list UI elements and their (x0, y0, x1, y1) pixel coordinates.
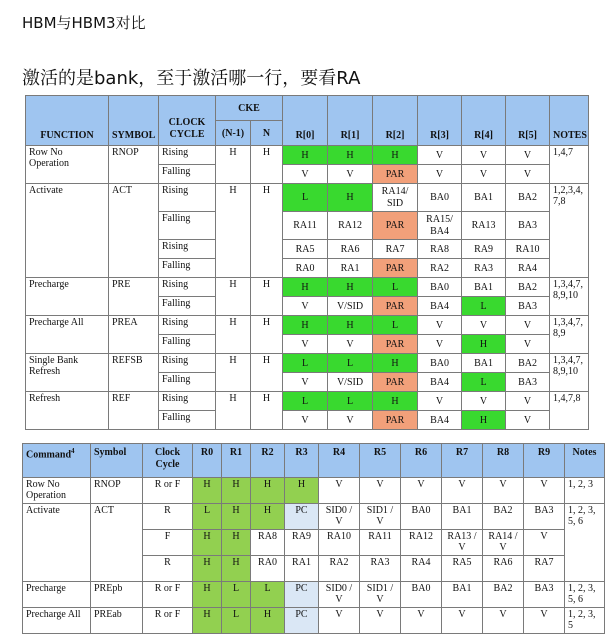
signal-cell-r1: H (328, 146, 373, 165)
signal-cell-r3: H (285, 478, 319, 504)
col-header-r3: R[3] (418, 96, 462, 146)
clock-cycle-cell: Rising (159, 184, 216, 212)
notes-cell: 1,3,4,7, 8,9,10 (550, 354, 589, 392)
signal-cell-r4: RA3 (462, 259, 506, 278)
signal-cell-r3: V (418, 316, 462, 335)
signal-cell-r8: RA14 / V (483, 530, 524, 556)
col-header-r4: R4 (319, 444, 360, 478)
clock-cycle-cell: F (143, 530, 193, 556)
signal-cell-r0: H (193, 478, 222, 504)
signal-cell-r5: V (360, 608, 401, 634)
symbol-cell: PREA (109, 316, 159, 354)
signal-cell-r3: V (418, 335, 462, 354)
clock-cycle-cell: R or F (143, 582, 193, 608)
signal-cell-r1: V (328, 165, 373, 184)
signal-cell-r0: L (283, 392, 328, 411)
cke-n1-cell: H (216, 354, 251, 392)
signal-cell-r6: RA12 (401, 530, 442, 556)
signal-cell-r5: BA2 (506, 278, 550, 297)
signal-cell-r1: H (222, 478, 251, 504)
signal-cell-r3: RA15/ BA4 (418, 212, 462, 240)
signal-cell-r1: H (222, 530, 251, 556)
clock-cycle-cell: Rising (159, 146, 216, 165)
signal-cell-r6: RA4 (401, 556, 442, 582)
function-cell: Precharge All (26, 316, 109, 354)
signal-cell-r5: RA4 (506, 259, 550, 278)
symbol-cell: ACT (109, 184, 159, 278)
col-header-clock-cycle: Clock Cycle (143, 444, 193, 478)
clock-cycle-cell: Rising (159, 278, 216, 297)
signal-cell-r3: RA8 (418, 240, 462, 259)
notes-cell: 1,2,3,4, 7,8 (550, 184, 589, 278)
signal-cell-r0: H (283, 146, 328, 165)
signal-cell-r5: RA10 (506, 240, 550, 259)
signal-cell-r0: L (193, 504, 222, 530)
function-cell: Row No Operation (26, 146, 109, 184)
signal-cell-r8: V (483, 478, 524, 504)
signal-cell-r1: V/SID (328, 297, 373, 316)
signal-cell-r2: PAR (373, 297, 418, 316)
signal-cell-r1: H (222, 504, 251, 530)
signal-cell-r4: SID0 / V (319, 582, 360, 608)
signal-cell-r2: L (373, 316, 418, 335)
cke-n-cell: H (251, 278, 283, 316)
clock-cycle-cell: Falling (159, 335, 216, 354)
signal-cell-r3: BA0 (418, 278, 462, 297)
signal-cell-r2: PAR (373, 335, 418, 354)
signal-cell-r5: BA3 (506, 212, 550, 240)
command-cell: Precharge (23, 582, 91, 608)
signal-cell-r5: SID1 / V (360, 504, 401, 530)
signal-cell-r5: BA3 (506, 373, 550, 392)
col-header-r3: R3 (285, 444, 319, 478)
signal-cell-r2: RA0 (251, 556, 285, 582)
signal-cell-r7: BA1 (442, 582, 483, 608)
signal-cell-r9: RA7 (524, 556, 565, 582)
command-cell: Precharge All (23, 608, 91, 634)
signal-cell-r3: RA2 (418, 259, 462, 278)
signal-cell-r6: V (401, 478, 442, 504)
signal-cell-r5: V (506, 392, 550, 411)
col-header-r0: R0 (193, 444, 222, 478)
table-row (26, 184, 589, 212)
col-header-clock-cycle: CLOCK CYCLE (159, 96, 216, 146)
signal-cell-r1: H (328, 278, 373, 297)
signal-cell-r0: V (283, 335, 328, 354)
table-row (26, 392, 589, 411)
signal-cell-r1: V (328, 411, 373, 430)
signal-cell-r4: H (462, 335, 506, 354)
col-header-notes: Notes (565, 444, 605, 478)
signal-cell-r0: V (283, 373, 328, 392)
signal-cell-r9: V (524, 478, 565, 504)
signal-cell-r4: L (462, 297, 506, 316)
symbol-cell: PREab (91, 608, 143, 634)
signal-cell-r4: BA1 (462, 354, 506, 373)
col-header-r5: R5 (360, 444, 401, 478)
clock-cycle-cell: Rising (159, 392, 216, 411)
signal-cell-r3: BA4 (418, 411, 462, 430)
cke-n1-cell: H (216, 392, 251, 430)
col-header-notes: NOTES (550, 96, 589, 146)
notes-cell: 1,3,4,7, 8,9,10 (550, 278, 589, 316)
cke-n1-cell: H (216, 184, 251, 278)
signal-cell-r4: V (462, 392, 506, 411)
cke-n-cell: H (251, 354, 283, 392)
signal-cell-r1: RA12 (328, 212, 373, 240)
signal-cell-r8: BA2 (483, 504, 524, 530)
signal-cell-r3: V (418, 146, 462, 165)
col-header-r6: R6 (401, 444, 442, 478)
notes-cell: 1,4,7,8 (550, 392, 589, 430)
signal-cell-r9: V (524, 530, 565, 556)
signal-cell-r5: V (506, 411, 550, 430)
symbol-cell: RNOP (109, 146, 159, 184)
col-header-cke-n1: (N-1) (216, 121, 251, 146)
signal-cell-r6: V (401, 608, 442, 634)
signal-cell-r3: BA0 (418, 354, 462, 373)
col-header-symbol: SYMBOL (109, 96, 159, 146)
signal-cell-r4: L (462, 373, 506, 392)
signal-cell-r5: SID1 / V (360, 582, 401, 608)
signal-cell-r3: BA4 (418, 297, 462, 316)
signal-cell-r5: BA3 (506, 297, 550, 316)
clock-cycle-cell: Rising (159, 354, 216, 373)
signal-cell-r7: V (442, 608, 483, 634)
signal-cell-r2: RA8 (251, 530, 285, 556)
signal-cell-r3: V (418, 392, 462, 411)
table-row (23, 582, 605, 608)
clock-cycle-cell: Falling (159, 212, 216, 240)
function-cell: Precharge (26, 278, 109, 316)
signal-cell-r3: BA0 (418, 184, 462, 212)
notes-cell: 1, 2, 3 (565, 478, 605, 504)
clock-cycle-cell: Falling (159, 259, 216, 278)
signal-cell-r4: V (319, 608, 360, 634)
signal-cell-r0: L (283, 184, 328, 212)
notes-cell: 1, 2, 3, 5, 6 (565, 582, 605, 608)
col-header-r7: R7 (442, 444, 483, 478)
table-row (23, 608, 605, 634)
signal-cell-r4: V (462, 316, 506, 335)
signal-cell-r0: V (283, 165, 328, 184)
signal-cell-r3: PC (285, 608, 319, 634)
signal-cell-r2: H (373, 392, 418, 411)
table-row (26, 316, 589, 335)
signal-cell-r7: RA5 (442, 556, 483, 582)
hbm3-command-table (22, 443, 605, 634)
command-cell: Activate (23, 504, 91, 582)
signal-cell-r4: H (462, 411, 506, 430)
table-row (23, 478, 605, 504)
symbol-cell: REF (109, 392, 159, 430)
page-title: HBM与HBM3对比 (22, 14, 146, 32)
signal-cell-r9: BA3 (524, 582, 565, 608)
signal-cell-r2: H (373, 146, 418, 165)
clock-cycle-cell: R or F (143, 478, 193, 504)
notes-cell: 1,4,7 (550, 146, 589, 184)
signal-cell-r5: V (506, 316, 550, 335)
cke-n1-cell: H (216, 316, 251, 354)
hbm-command-table (25, 95, 589, 430)
signal-cell-r3: BA4 (418, 373, 462, 392)
col-header-r0: R[0] (283, 96, 328, 146)
col-header-symbol: Symbol (91, 444, 143, 478)
signal-cell-r0: H (193, 608, 222, 634)
signal-cell-r9: BA3 (524, 504, 565, 530)
signal-cell-r4: V (319, 478, 360, 504)
signal-cell-r3: PC (285, 582, 319, 608)
signal-cell-r1: L (328, 392, 373, 411)
signal-cell-r5: RA11 (360, 530, 401, 556)
signal-cell-r2: PAR (373, 411, 418, 430)
page-subtitle: 激活的是bank，至于激活哪一行，要看RA (22, 68, 361, 89)
signal-cell-r3: V (418, 165, 462, 184)
signal-cell-r2: L (251, 582, 285, 608)
signal-cell-r4: RA2 (319, 556, 360, 582)
clock-cycle-cell: R or F (143, 608, 193, 634)
clock-cycle-cell: R (143, 504, 193, 530)
symbol-cell: PRE (109, 278, 159, 316)
signal-cell-r1: H (222, 556, 251, 582)
signal-cell-r0: RA0 (283, 259, 328, 278)
col-header-command: Command$^4$ (23, 444, 91, 478)
signal-cell-r4: V (462, 146, 506, 165)
signal-cell-r5: BA2 (506, 184, 550, 212)
clock-cycle-cell: Falling (159, 411, 216, 430)
signal-cell-r1: V/SID (328, 373, 373, 392)
signal-cell-r2: H (251, 478, 285, 504)
notes-cell: 1, 2, 3, 5 (565, 608, 605, 634)
signal-cell-r1: RA1 (328, 259, 373, 278)
col-header-r5: R[5] (506, 96, 550, 146)
signal-cell-r6: BA0 (401, 582, 442, 608)
command-cell: Row No Operation (23, 478, 91, 504)
signal-cell-r0: V (283, 411, 328, 430)
signal-cell-r7: RA13 / V (442, 530, 483, 556)
cke-n-cell: H (251, 184, 283, 278)
signal-cell-r2: H (251, 504, 285, 530)
symbol-cell: RNOP (91, 478, 143, 504)
signal-cell-r1: RA6 (328, 240, 373, 259)
signal-cell-r2: RA14/ SID (373, 184, 418, 212)
symbol-cell: REFSB (109, 354, 159, 392)
signal-cell-r2: H (251, 608, 285, 634)
signal-cell-r7: BA1 (442, 504, 483, 530)
function-cell: Activate (26, 184, 109, 278)
clock-cycle-cell: Rising (159, 316, 216, 335)
signal-cell-r2: L (373, 278, 418, 297)
symbol-cell: PREpb (91, 582, 143, 608)
signal-cell-r8: BA2 (483, 582, 524, 608)
signal-cell-r6: BA0 (401, 504, 442, 530)
notes-cell: 1,3,4,7, 8,9 (550, 316, 589, 354)
signal-cell-r1: L (222, 582, 251, 608)
function-cell: Single Bank Refresh (26, 354, 109, 392)
signal-cell-r8: RA6 (483, 556, 524, 582)
col-header-r9: R9 (524, 444, 565, 478)
col-header-r2: R2 (251, 444, 285, 478)
signal-cell-r1: H (328, 184, 373, 212)
table-row (23, 504, 605, 530)
function-cell: Refresh (26, 392, 109, 430)
signal-cell-r1: H (328, 316, 373, 335)
signal-cell-r4: RA13 (462, 212, 506, 240)
clock-cycle-cell: Rising (159, 240, 216, 259)
signal-cell-r3: RA9 (285, 530, 319, 556)
signal-cell-r0: V (283, 297, 328, 316)
signal-cell-r5: V (360, 478, 401, 504)
col-header-r1: R1 (222, 444, 251, 478)
signal-cell-r7: V (442, 478, 483, 504)
signal-cell-r2: PAR (373, 259, 418, 278)
signal-cell-r8: V (483, 608, 524, 634)
signal-cell-r4: SID0 / V (319, 504, 360, 530)
signal-cell-r0: H (193, 582, 222, 608)
cke-n1-cell: H (216, 278, 251, 316)
signal-cell-r5: BA2 (506, 354, 550, 373)
signal-cell-r4: RA9 (462, 240, 506, 259)
signal-cell-r4: BA1 (462, 184, 506, 212)
table-row (26, 278, 589, 297)
signal-cell-r9: V (524, 608, 565, 634)
cke-n-cell: H (251, 146, 283, 184)
signal-cell-r5: V (506, 165, 550, 184)
signal-cell-r1: L (328, 354, 373, 373)
notes-cell: 1, 2, 3, 5, 6 (565, 504, 605, 582)
cke-n-cell: H (251, 392, 283, 430)
signal-cell-r1: V (328, 335, 373, 354)
signal-cell-r3: RA1 (285, 556, 319, 582)
cke-n-cell: H (251, 316, 283, 354)
col-header-cke: CKE (216, 96, 283, 121)
cke-n1-cell: H (216, 146, 251, 184)
signal-cell-r4: V (462, 165, 506, 184)
col-header-r2: R[2] (373, 96, 418, 146)
table-row (26, 354, 589, 373)
clock-cycle-cell: Falling (159, 297, 216, 316)
col-header-r8: R8 (483, 444, 524, 478)
signal-cell-r0: RA11 (283, 212, 328, 240)
signal-cell-r4: RA10 (319, 530, 360, 556)
signal-cell-r0: RA5 (283, 240, 328, 259)
clock-cycle-cell: R (143, 556, 193, 582)
col-header-function: FUNCTION (26, 96, 109, 146)
signal-cell-r4: BA1 (462, 278, 506, 297)
col-header-cke-n: N (251, 121, 283, 146)
clock-cycle-cell: Falling (159, 373, 216, 392)
signal-cell-r2: PAR (373, 373, 418, 392)
clock-cycle-cell: Falling (159, 165, 216, 184)
signal-cell-r0: L (283, 354, 328, 373)
signal-cell-r2: H (373, 354, 418, 373)
signal-cell-r5: V (506, 146, 550, 165)
col-header-r1: R[1] (328, 96, 373, 146)
symbol-cell: ACT (91, 504, 143, 582)
signal-cell-r5: RA3 (360, 556, 401, 582)
table-row (26, 146, 589, 165)
signal-cell-r2: PAR (373, 212, 418, 240)
signal-cell-r2: PAR (373, 165, 418, 184)
signal-cell-r0: H (193, 530, 222, 556)
signal-cell-r0: H (193, 556, 222, 582)
signal-cell-r5: V (506, 335, 550, 354)
signal-cell-r0: H (283, 278, 328, 297)
signal-cell-r0: H (283, 316, 328, 335)
signal-cell-r2: RA7 (373, 240, 418, 259)
signal-cell-r1: L (222, 608, 251, 634)
signal-cell-r3: PC (285, 504, 319, 530)
col-header-r4: R[4] (462, 96, 506, 146)
